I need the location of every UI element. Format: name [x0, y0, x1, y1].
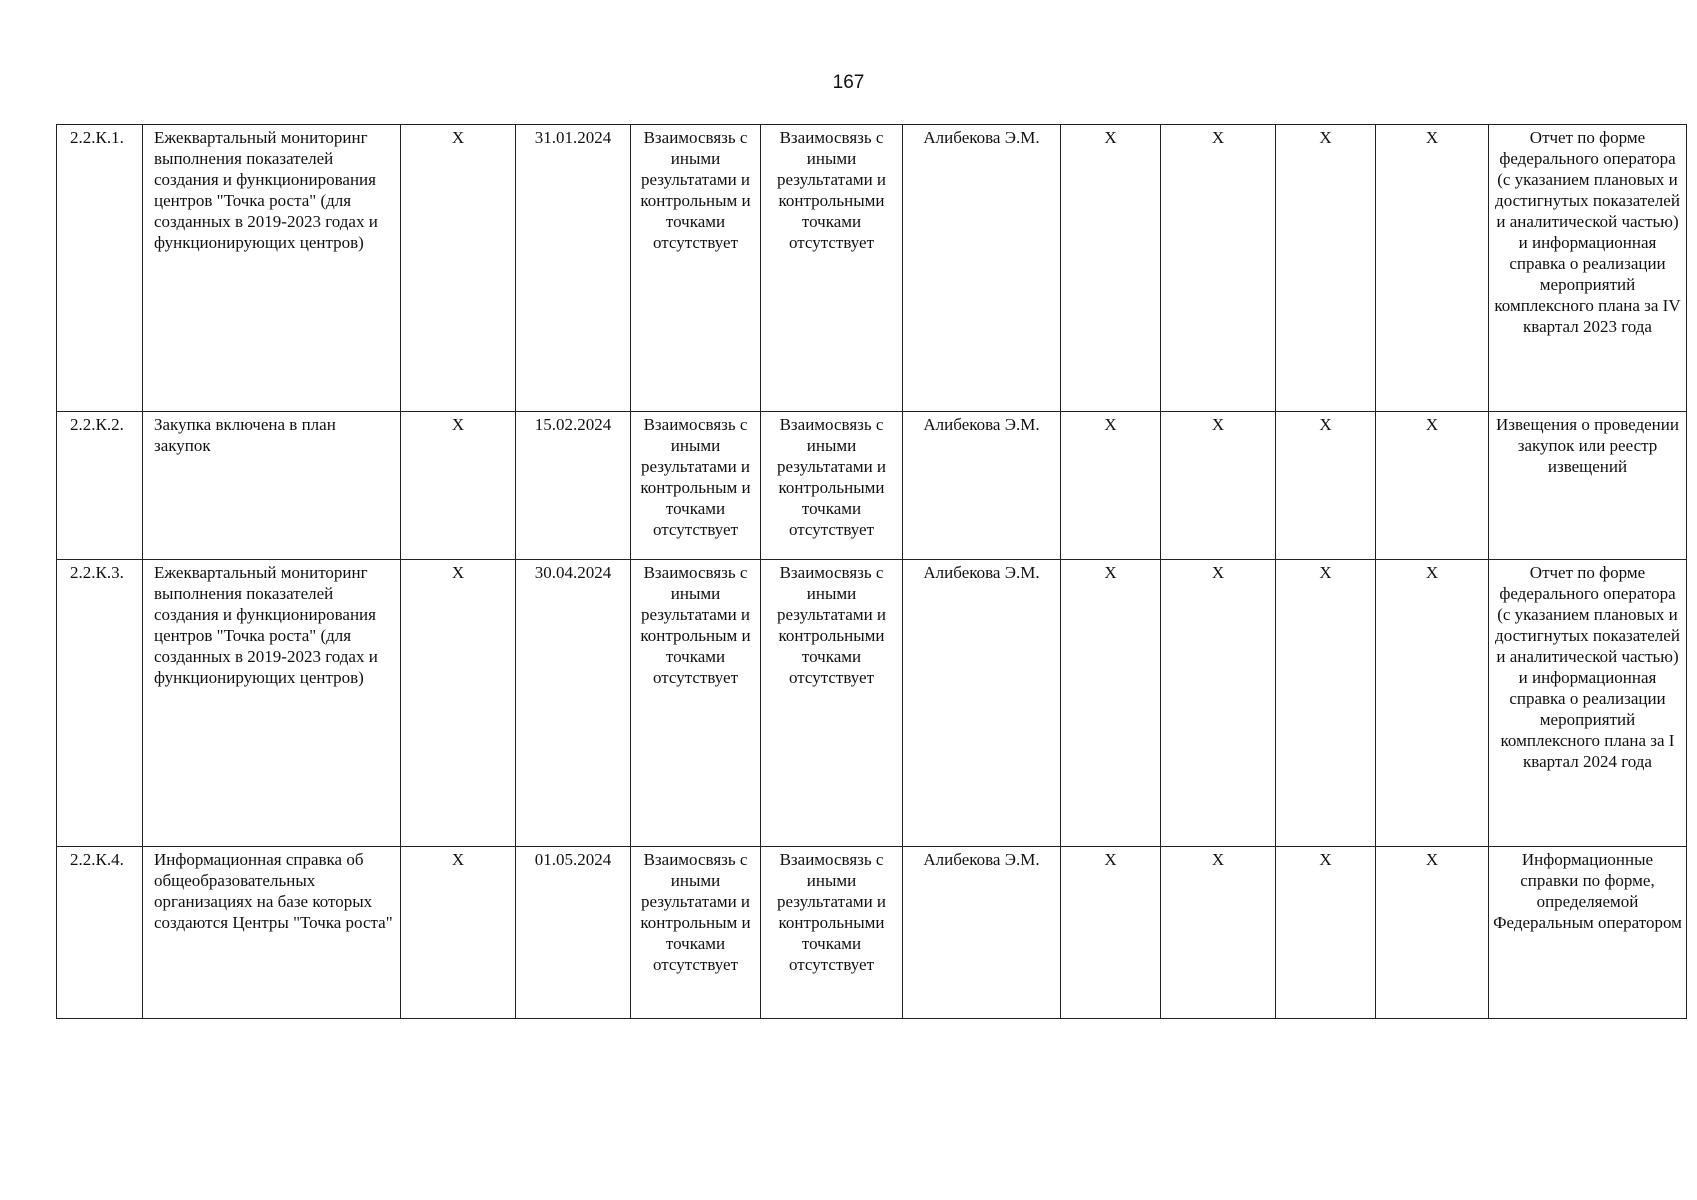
row-link-prev: Взаимосвязь с иными результатами и контрольным и точками отсутствует — [631, 412, 761, 560]
table-row — [57, 412, 1687, 560]
control-points-table — [56, 124, 1687, 1019]
row-document: Извещения о проведении закупок или реестр извещений — [1489, 412, 1687, 560]
row-code: 2.2.К.3. — [57, 560, 143, 847]
row-date: 01.05.2024 — [516, 847, 631, 1019]
row-responsible: Алибекова Э.М. — [903, 847, 1061, 1019]
row-date: 31.01.2024 — [516, 125, 631, 412]
row-mark: X — [1376, 560, 1489, 847]
row-mark: X — [1161, 560, 1276, 847]
page-number: 167 — [832, 72, 865, 93]
row-mark: X — [401, 125, 516, 412]
row-link-next: Взаимосвязь с иными результатами и контрольными точками отсутствует — [761, 125, 903, 412]
row-link-next: Взаимосвязь с иными результатами и контрольными точками отсутствует — [761, 847, 903, 1019]
row-mark: X — [1061, 125, 1161, 412]
row-link-prev: Взаимосвязь с иными результатами и контрольным и точками отсутствует — [631, 560, 761, 847]
table-row — [57, 125, 1687, 412]
row-mark: X — [1061, 847, 1161, 1019]
row-mark: X — [1276, 847, 1376, 1019]
row-responsible: Алибекова Э.М. — [903, 125, 1061, 412]
row-mark: X — [401, 847, 516, 1019]
row-mark: X — [401, 560, 516, 847]
row-code: 2.2.К.2. — [57, 412, 143, 560]
row-link-next: Взаимосвязь с иными результатами и контрольными точками отсутствует — [761, 560, 903, 847]
row-date: 15.02.2024 — [516, 412, 631, 560]
row-mark: X — [1376, 847, 1489, 1019]
row-mark: X — [1376, 125, 1489, 412]
row-mark: X — [1061, 412, 1161, 560]
row-responsible: Алибекова Э.М. — [903, 412, 1061, 560]
row-mark: X — [1376, 412, 1489, 560]
row-date: 30.04.2024 — [516, 560, 631, 847]
row-document: Отчет по форме федерального оператора (с указанием плановых и достигнутых показателей и аналитической частью) и информационная справка о реализации мероприятий комплексного плана за I квартал 2024 года — [1489, 560, 1687, 847]
table-row — [57, 847, 1687, 1019]
row-mark: X — [1161, 847, 1276, 1019]
row-link-prev: Взаимосвязь с иными результатами и контрольным и точками отсутствует — [631, 125, 761, 412]
row-code: 2.2.К.1. — [57, 125, 143, 412]
row-mark: X — [1061, 560, 1161, 847]
row-mark: X — [1161, 125, 1276, 412]
row-code: 2.2.К.4. — [57, 847, 143, 1019]
row-name: Информационная справка об общеобразовательных организациях на базе которых создаются Центры "Точка роста" — [143, 847, 401, 1019]
row-document: Отчет по форме федерального оператора (с указанием плановых и достигнутых показателей и аналитической частью) и информационная справка о реализации мероприятий комплексного плана за IV квартал 2023 года — [1489, 125, 1687, 412]
row-name: Ежеквартальный мониторинг выполнения показателей создания и функционирования центров "Точка роста" (для созданных в 2019-2023 годах и функционирующих центров) — [143, 560, 401, 847]
row-mark: X — [1276, 560, 1376, 847]
row-name: Закупка включена в план закупок — [143, 412, 401, 560]
row-mark: X — [1276, 125, 1376, 412]
table-row — [57, 560, 1687, 847]
row-link-prev: Взаимосвязь с иными результатами и контрольным и точками отсутствует — [631, 847, 761, 1019]
row-mark: X — [1276, 412, 1376, 560]
row-responsible: Алибекова Э.М. — [903, 560, 1061, 847]
row-name: Ежеквартальный мониторинг выполнения показателей создания и функционирования центров "Точка роста" (для созданных в 2019-2023 годах и функционирующих центров) — [143, 125, 401, 412]
row-mark: X — [1161, 412, 1276, 560]
row-document: Информационные справки по форме, определяемой Федеральным оператором — [1489, 847, 1687, 1019]
row-link-next: Взаимосвязь с иными результатами и контрольными точками отсутствует — [761, 412, 903, 560]
row-mark: X — [401, 412, 516, 560]
